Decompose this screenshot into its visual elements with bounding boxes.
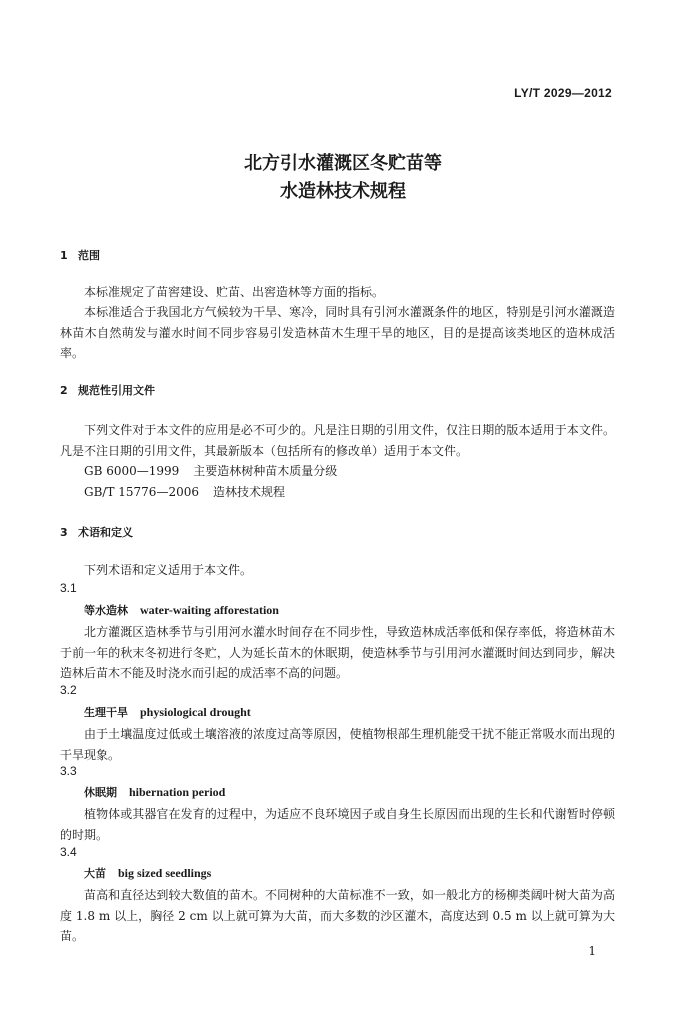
term-chinese: 休眠期 [84,786,117,799]
term-chinese: 生理干旱 [84,706,128,719]
reference-item [84,462,337,479]
term-number: 3.2 [60,683,77,697]
term-english: hibernation period [129,785,226,799]
scope-paragraph-1: 本标准规定了苗窖建设、贮苗、出窖造林等方面的指标。 [84,285,385,299]
term-number: 3.3 [60,764,77,778]
term-english: physiological drought [140,705,251,719]
reference-name: 造林技术规程 [212,485,285,499]
reference-code: GB/T 15776—2006 [84,485,199,499]
term-chinese: 大苗 [84,867,106,880]
section-number: 2 [60,384,68,397]
section-title: 范围 [78,249,100,262]
section-heading-scope [60,247,100,263]
term-english: big sized seedlings [118,866,212,880]
reference-name: 主要造林树种苗木质量分级 [193,464,338,478]
term-definition: 北方灌溉区造林季节与引用河水灌水时间存在不同步性，导致造林成活率低和保存率低，将造林苗木于前一年的秋末冬初进行冬贮，人为延长苗木的休眠期，使造林季节与引用河水灌溉时间达到同步，解决造林后苗木不能及时浇水而引起的成活率不高的问题。 [60,625,615,680]
page-number: 1 [588,944,596,958]
section-number: 1 [60,249,68,262]
standard-code: LY/T 2029—2012 [514,86,612,100]
document-title-line1: 北方引水灌溉区冬贮苗等 [244,153,442,174]
reference-item [84,483,285,500]
section-title: 术语和定义 [78,526,133,539]
term-definition: 由于土壤温度过低或土壤溶液的浓度过高等原因，使植物根部生理机能受干扰不能正常吸水而出现的干旱现象。 [60,727,615,762]
section-heading-terms [60,524,133,540]
term-heading [84,865,211,881]
section-heading-normative [60,382,155,398]
term-heading [84,602,279,618]
section-title: 规范性引用文件 [78,384,155,397]
term-chinese: 等水造林 [84,604,128,617]
term-definition: 植物体或其器官在发育的过程中，为适应不良环境因子或自身生长原因而出现的生长和代谢暂时停顿的时期。 [60,807,615,842]
terms-intro: 下列术语和定义适用于本文件。 [84,563,253,577]
document-title-line2: 水造林技术规程 [280,181,406,202]
reference-code: GB 6000—1999 [84,464,180,478]
term-definition: 苗高和直径达到较大数值的苗木。不同树种的大苗标准不一致，如一般北方的杨柳类阔叶树大苗为高度 1.8 m 以上，胸径 2 cm 以上就可算为大苗，而大多数的沙区灌木，高度达到 0.5 m 以上就可算为大苗。 [60,888,615,943]
section-number: 3 [60,526,68,539]
term-heading [84,784,225,800]
term-english: water-waiting afforestation [140,603,279,617]
term-number: 3.4 [60,845,77,859]
scope-paragraph-2: 本标准适合于我国北方气候较为干旱、寒冷，同时具有引河水灌溉条件的地区，特别是引河水灌溉造林苗木自然萌发与灌水时间不同步容易引发造林苗木生理干旱的地区，目的是提高该类地区的造林成活率。 [60,305,615,360]
term-number: 3.1 [60,581,77,595]
term-heading [84,704,251,720]
normative-paragraph: 下列文件对于本文件的应用是必不可少的。凡是注日期的引用文件，仅注日期的版本适用于本文件。凡是不注日期的引用文件，其最新版本（包括所有的修改单）适用于本文件。 [60,423,615,458]
